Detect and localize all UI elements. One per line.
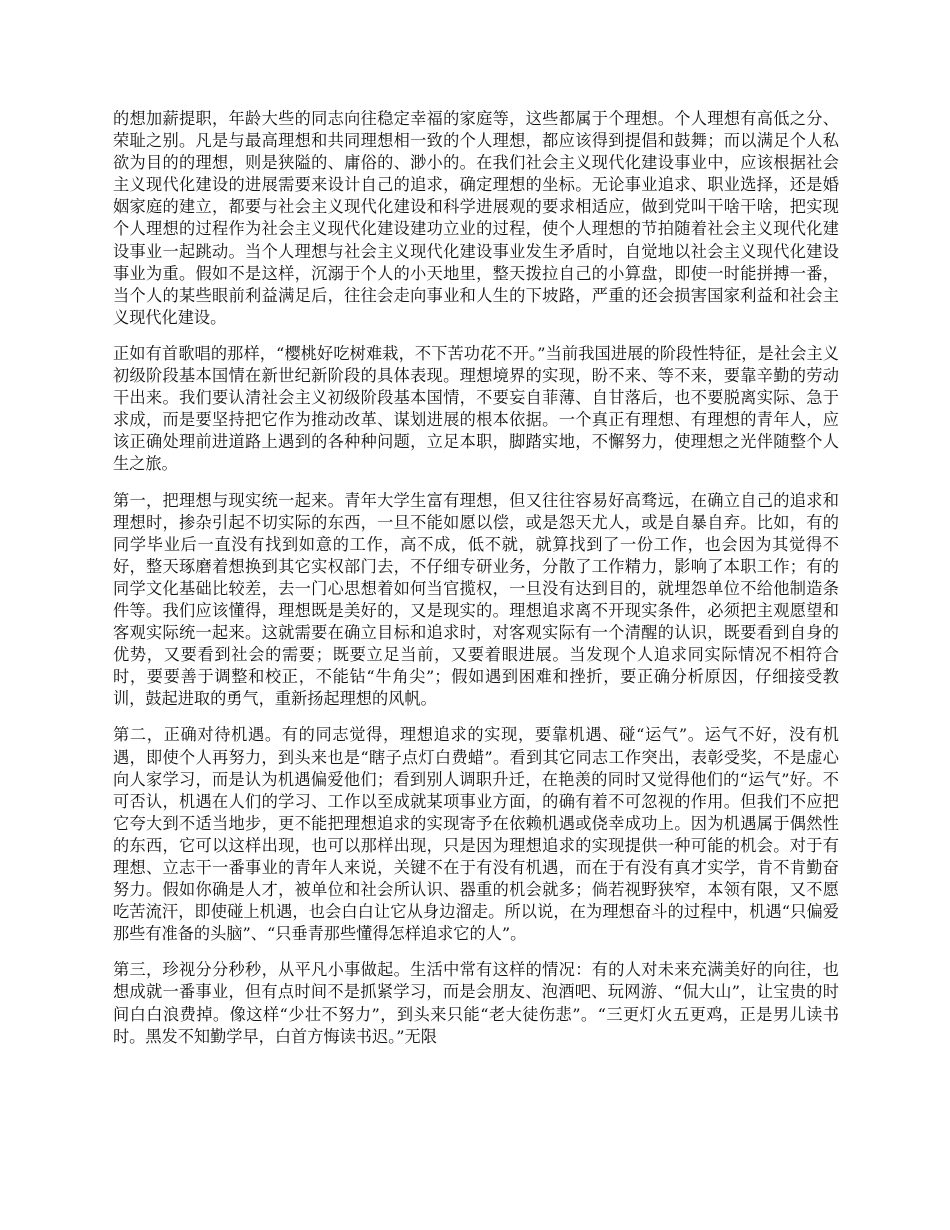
paragraph-3: 第一，把理想与现实统一起来。青年大学生富有理想，但又往往容易好高骛远，在确立自己的追求和理想时，掺杂引起不切实际的东西，一旦不能如愿以偿，或是怨天尤人，或是自暴自弃。比如，有的同学毕业后一直没有找到如意的工作，高不成，低不就，就算找到了一份工作，也会因为其觉得不好，整天琢磨着想换到其它实权部门去，不仔细专研业务，分散了工作精力，影响了本职工作；有的同学文化基础比较差，去一门心思想着如何当官揽权，一旦没有达到目的，就埋怨单位不给他制造条件等。我们应该懂得，理想既是美好的，又是现实的。理想追求离不开现实条件，必须把主观愿望和客观实际统一起来。这就需要在确立目标和追求时，对客观实际有一个清醒的认识，既要看到自身的优势，又要看到社会的需要；既要立足当前，又要着眼进展。当发现个人追求同实际情况不相符合时，要要善于调整和校正，不能钻“牛角尖”；假如遇到困难和挫折，要正确分析原因，仔细接受教训，鼓起进取的勇气，重新扬起理想的风帆。 [113, 490, 839, 709]
paragraph-4: 第二，正确对待机遇。有的同志觉得，理想追求的实现，要靠机遇、碰“运气”。运气不好，没有机遇，即使个人再努力，到头来也是“瞎子点灯白费蜡”。看到其它同志工作突出，表彰受奖，不是虚心向人家学习，而是认为机遇偏爱他们；看到别人调职升迁，在艳羡的同时又觉得他们的“运气”好。不可否认，机遇在人们的学习、工作以至成就某项事业方面，的确有着不可忽视的作用。但我们不应把它夸大到不适当地步，更不能把理想追求的实现寄予在依赖机遇或侥幸成功上。因为机遇属于偶然性的东西，它可以这样出现，也可以那样出现，只是因为理想追求的实现提供一种可能的机会。对于有理想、立志干一番事业的青年人来说，关键不在于有没有机遇，而在于有没有真才实学，肯不肯勤奋努力。假如你确是人才，被单位和社会所认识、器重的机会就多；倘若视野狭窄，本领有限，又不愿吃苦流汗，即使碰上机遇，也会白白让它从身边溜走。所以说，在为理想奋斗的过程中，机遇“只偏爱那些有准备的头脑”、“只垂青那些懂得怎样追求它的人”。 [113, 725, 839, 944]
paragraph-2: 正如有首歌唱的那样，“樱桃好吃树难栽，不下苦功花不开。”当前我国进展的阶段性特征，是社会主义初级阶段基本国情在新世纪新阶段的具体表现。理想境界的实现，盼不来、等不来，要靠辛勤的劳动干出来。我们要认清社会主义初级阶段基本国情，不要妄自菲薄、自甘落后，也不要脱离实际、急于求成，而是要坚持把它作为推动改革、谋划进展的根本依据。一个真正有理想、有理想的青年人，应该正确处理前进道路上遇到的各种种问题，立足本职，脚踏实地，不懈努力，使理想之光伴随整个人生之旅。 [113, 343, 839, 474]
paragraph-5: 第三，珍视分分秒秒，从平凡小事做起。生活中常有这样的情况：有的人对未来充满美好的向往，也想成就一番事业，但有点时间不是抓紧学习，而是会朋友、泡酒吧、玩网游、“侃大山”，让宝贵的时间白白浪费掉。像这样“少壮不努力”，到头来只能“老大徒伤悲”。“三更灯火五更鸡，正是男儿读书时。黑发不知勤学早，白首方悔读书迟。”无限 [113, 960, 839, 1046]
paragraph-1: 的想加薪提职，年龄大些的同志向往稳定幸福的家庭等，这些都属于个理想。个人理想有高低之分、荣耻之别。凡是与最高理想和共同理想相一致的个人理想，都应该得到提倡和鼓舞；而以满足个人私欲为目的的理想，则是狭隘的、庸俗的、渺小的。在我们社会主义现代化建设事业中，应该根据社会主义现代化建设的进展需要来设计自己的追求，确定理想的坐标。无论事业追求、职业选择，还是婚姻家庭的建立，都要与社会主义现代化建设和科学进展观的要求相适应，做到党叫干啥干啥，把实现个人理想的过程作为社会主义现代化建设建功立业的过程，使个人理想的节拍随着社会主义现代化建设事业一起跳动。当个人理想与社会主义现代化建设事业发生矛盾时，自觉地以社会主义现代化建设事业为重。假如不是这样，沉溺于个人的小天地里，整天拨拉自己的小算盘，即使一时能拼搏一番，当个人的某些眼前利益满足后，往往会走向事业和人生的下坡路，严重的还会损害国家利益和社会主义现代化建设。 [113, 109, 839, 327]
document-page [113, 108, 839, 1062]
